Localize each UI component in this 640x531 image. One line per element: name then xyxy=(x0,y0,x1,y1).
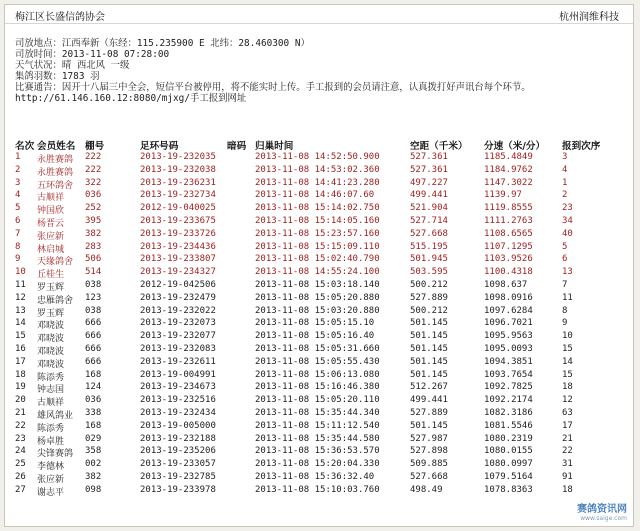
cell-report-order: 18 xyxy=(562,382,573,393)
cell-loft-no: 124 xyxy=(85,382,102,393)
cell-distance: 501.145 xyxy=(410,369,448,380)
cell-member-name: 雄风鸽业 xyxy=(37,410,74,421)
cell-rank: 4 xyxy=(15,190,21,201)
cell-ring-no: 2013-19-004991 xyxy=(140,369,216,380)
race-notice: 比赛通告：因开十八届三中全会，短信平台被停用，将不能实时上传。手工报到的会员请注意，认真拨打好声讯台每个环节。http://61.146.160.12:8080/mjxg/手工报到网址 xyxy=(15,82,531,104)
cell-speed: 1080.2319 xyxy=(484,433,533,444)
cell-speed: 1098.0916 xyxy=(484,292,533,303)
cell-loft-no: 382 xyxy=(85,228,102,239)
cell-loft-no: 029 xyxy=(85,433,102,444)
cell-distance: 501.145 xyxy=(410,420,448,431)
cell-report-order: 34 xyxy=(562,215,573,226)
cell-speed: 1080.0997 xyxy=(484,459,533,470)
cell-arrival-time: 2013-11-08 14:41:23.280 xyxy=(255,177,380,188)
cell-ring-no: 2013-19-232073 xyxy=(140,318,216,329)
cell-distance: 527.361 xyxy=(410,164,448,175)
table-row xyxy=(15,357,627,370)
cell-loft-no: 322 xyxy=(85,177,102,188)
cell-arrival-time: 2013-11-08 15:35:44.580 xyxy=(255,433,380,444)
cell-distance: 527.898 xyxy=(410,446,448,457)
cell-ring-no: 2013-19-232785 xyxy=(140,471,216,482)
cell-rank: 6 xyxy=(15,215,21,226)
cell-distance: 512.267 xyxy=(410,382,448,393)
cell-ring-no: 2013-19-236231 xyxy=(140,177,216,188)
cell-rank: 26 xyxy=(15,471,26,482)
cell-loft-no: 666 xyxy=(85,343,102,354)
cell-member-name: 古顺祥 xyxy=(37,193,65,204)
cell-ring-no: 2013-19-232434 xyxy=(140,407,216,418)
release-location: 司放地点：江西奉新（东经：115.235900 E 北纬：28.460300 N） xyxy=(15,38,310,49)
header-distance: 空距（千米） xyxy=(410,141,468,152)
cell-ring-no: 2013-19-234436 xyxy=(140,241,216,252)
cell-loft-no: 098 xyxy=(85,484,102,495)
race-info xyxy=(15,38,615,104)
cell-distance: 527.361 xyxy=(410,152,448,162)
cell-distance: 527.889 xyxy=(410,407,448,418)
cell-report-order: 8 xyxy=(562,305,568,316)
document-frame xyxy=(4,4,634,527)
cell-loft-no: 338 xyxy=(85,407,102,418)
cell-speed: 1093.7654 xyxy=(484,369,533,380)
cell-distance: 509.885 xyxy=(410,459,448,470)
cell-arrival-time: 2013-11-08 15:36:32.40 xyxy=(255,471,375,482)
cell-report-order: 2 xyxy=(562,190,568,201)
cell-report-order: 21 xyxy=(562,433,573,444)
cell-member-name: 五环鸽舍 xyxy=(37,180,74,191)
cell-ring-no: 2013-19-232611 xyxy=(140,356,216,367)
cell-loft-no: 222 xyxy=(85,164,102,175)
cell-rank: 23 xyxy=(15,433,26,444)
cell-member-name: 邓晓波 xyxy=(37,321,65,332)
cell-report-order: 91 xyxy=(562,471,573,482)
cell-distance: 501.145 xyxy=(410,331,448,342)
cell-report-order: 11 xyxy=(562,292,573,303)
cell-ring-no: 2013-19-232035 xyxy=(140,152,216,162)
cell-report-order: 12 xyxy=(562,395,573,406)
table-row xyxy=(15,485,627,498)
cell-speed: 1119.8555 xyxy=(484,203,533,214)
header-arrival-time: 归巢时间 xyxy=(255,141,294,152)
table-row xyxy=(15,203,627,216)
cell-distance: 527.668 xyxy=(410,471,448,482)
weather: 天气状况：晴 西北风 一级 xyxy=(15,60,130,71)
cell-distance: 515.195 xyxy=(410,241,448,252)
cell-member-name: 邓晓波 xyxy=(37,346,65,357)
cell-arrival-time: 2013-11-08 15:15:09.110 xyxy=(255,241,380,252)
cell-report-order: 3 xyxy=(562,152,568,162)
table-row xyxy=(15,318,627,331)
cell-distance: 501.945 xyxy=(410,254,448,265)
cell-ring-no: 2013-19-235206 xyxy=(140,446,216,457)
cell-member-name: 张应新 xyxy=(37,474,65,485)
cell-distance: 499.441 xyxy=(410,190,448,201)
cell-ring-no: 2013-19-234327 xyxy=(140,267,216,278)
cell-distance: 521.904 xyxy=(410,203,448,214)
cell-member-name: 杨卓胜 xyxy=(37,436,65,447)
cell-loft-no: 123 xyxy=(85,292,102,303)
header-speed: 分速（米/分） xyxy=(484,141,546,152)
cell-speed: 1100.4318 xyxy=(484,267,533,278)
cell-loft-no: 222 xyxy=(85,152,102,162)
cell-member-name: 尖锋赛鸽 xyxy=(37,449,74,460)
cell-speed: 1082.3186 xyxy=(484,407,533,418)
cell-rank: 3 xyxy=(15,177,21,188)
table-row xyxy=(15,344,627,357)
cell-distance: 503.595 xyxy=(410,267,448,278)
cell-report-order: 9 xyxy=(562,318,568,329)
cell-member-name: 陈添秀 xyxy=(37,372,65,383)
cell-member-name: 张应新 xyxy=(37,231,65,242)
header-member-name: 会员姓名 xyxy=(37,141,76,152)
header-secret-code: 暗码 xyxy=(227,141,247,152)
cell-arrival-time: 2013-11-08 15:05:55.430 xyxy=(255,356,380,367)
cell-arrival-time: 2013-11-08 15:05:16.40 xyxy=(255,331,375,342)
cell-ring-no: 2013-19-233675 xyxy=(140,215,216,226)
cell-member-name: 罗玉辉 xyxy=(37,308,65,319)
cell-distance: 527.668 xyxy=(410,228,448,239)
cell-rank: 20 xyxy=(15,395,26,406)
cell-speed: 1080.0155 xyxy=(484,446,533,457)
table-row xyxy=(15,242,627,255)
bird-count: 集鸽羽数：1783 羽 xyxy=(15,71,100,82)
cell-loft-no: 168 xyxy=(85,420,102,431)
cell-arrival-time: 2013-11-08 15:03:20.880 xyxy=(255,305,380,316)
cell-loft-no: 382 xyxy=(85,471,102,482)
cell-arrival-time: 2013-11-08 15:14:02.750 xyxy=(255,203,380,214)
cell-loft-no: 002 xyxy=(85,459,102,470)
cell-speed: 1098.637 xyxy=(484,279,528,290)
cell-rank: 11 xyxy=(15,279,26,290)
cell-speed: 1185.4849 xyxy=(484,152,533,162)
cell-report-order: 18 xyxy=(562,484,573,495)
header-rank: 名次 xyxy=(15,141,35,152)
cell-speed: 1092.2174 xyxy=(484,395,533,406)
cell-member-name: 杨晋云 xyxy=(37,218,65,229)
cell-report-order: 13 xyxy=(562,267,573,278)
table-row xyxy=(15,254,627,267)
cell-member-name: 钟国欣 xyxy=(37,206,65,217)
cell-loft-no: 514 xyxy=(85,267,102,278)
cell-speed: 1096.7021 xyxy=(484,318,533,329)
table-row xyxy=(15,331,627,344)
cell-distance: 498.49 xyxy=(410,484,443,495)
cell-member-name: 李德林 xyxy=(37,462,65,473)
cell-rank: 9 xyxy=(15,254,21,265)
table-row xyxy=(15,395,627,408)
cell-arrival-time: 2013-11-08 15:16:46.380 xyxy=(255,382,380,393)
cell-member-name: 永胜赛鸽 xyxy=(37,155,74,165)
cell-ring-no: 2013-19-233057 xyxy=(140,459,216,470)
cell-speed: 1147.3022 xyxy=(484,177,533,188)
cell-report-order: 31 xyxy=(562,459,573,470)
cell-speed: 1095.9563 xyxy=(484,331,533,342)
cell-distance: 501.145 xyxy=(410,343,448,354)
cell-ring-no: 2013-19-233978 xyxy=(140,484,216,495)
table-row xyxy=(15,293,627,306)
cell-member-name: 忠雁鸽舍 xyxy=(37,295,74,306)
cell-speed: 1092.7825 xyxy=(484,382,533,393)
cell-rank: 16 xyxy=(15,343,26,354)
cell-ring-no: 2013-19-232083 xyxy=(140,343,216,354)
cell-rank: 24 xyxy=(15,446,26,457)
table-row xyxy=(15,421,627,434)
cell-rank: 5 xyxy=(15,203,21,214)
cell-member-name: 古顺祥 xyxy=(37,398,65,409)
cell-loft-no: 358 xyxy=(85,446,102,457)
cell-report-order: 22 xyxy=(562,446,573,457)
table-row xyxy=(15,280,627,293)
cell-ring-no: 2013-19-232038 xyxy=(140,164,216,175)
cell-loft-no: 038 xyxy=(85,279,102,290)
cell-report-order: 40 xyxy=(562,228,573,239)
cell-speed: 1078.8363 xyxy=(484,484,533,495)
cell-distance: 501.145 xyxy=(410,356,448,367)
cell-ring-no: 2013-19-233726 xyxy=(140,228,216,239)
cell-rank: 25 xyxy=(15,459,26,470)
cell-member-name: 陈添秀 xyxy=(37,423,65,434)
cell-loft-no: 283 xyxy=(85,241,102,252)
cell-speed: 1139.97 xyxy=(484,190,522,201)
cell-speed: 1079.5164 xyxy=(484,471,533,482)
cell-distance: 527.714 xyxy=(410,215,448,226)
table-row xyxy=(15,190,627,203)
cell-rank: 14 xyxy=(15,318,26,329)
cell-member-name: 林启城 xyxy=(37,244,65,255)
cell-arrival-time: 2013-11-08 15:05:31.660 xyxy=(255,343,380,354)
cell-distance: 501.145 xyxy=(410,318,448,329)
cell-speed: 1103.9526 xyxy=(484,254,533,265)
table-row xyxy=(15,382,627,395)
cell-arrival-time: 2013-11-08 15:23:57.160 xyxy=(255,228,380,239)
cell-speed: 1097.6284 xyxy=(484,305,533,316)
cell-rank: 15 xyxy=(15,331,26,342)
table-row xyxy=(15,472,627,485)
release-time: 司放时间：2013-11-08 07:28:00 xyxy=(15,49,170,60)
cell-speed: 1111.2763 xyxy=(484,215,533,226)
cell-ring-no: 2013-19-232734 xyxy=(140,190,216,201)
cell-arrival-time: 2013-11-08 15:05:20.110 xyxy=(255,395,380,406)
cell-rank: 21 xyxy=(15,407,26,418)
cell-speed: 1081.5546 xyxy=(484,420,533,431)
cell-report-order: 15 xyxy=(562,369,573,380)
cell-rank: 19 xyxy=(15,382,26,393)
company-name: 杭州润维科技 xyxy=(559,12,619,23)
cell-rank: 2 xyxy=(15,164,21,175)
cell-report-order: 23 xyxy=(562,203,573,214)
cell-arrival-time: 2013-11-08 15:05:15.10 xyxy=(255,318,375,329)
cell-ring-no: 2013-19-234673 xyxy=(140,382,216,393)
cell-arrival-time: 2013-11-08 15:03:18.140 xyxy=(255,279,380,290)
cell-report-order: 14 xyxy=(562,356,573,367)
cell-rank: 7 xyxy=(15,228,21,239)
header-loft-no: 棚号 xyxy=(85,141,105,152)
cell-arrival-time: 2013-11-08 14:46:07.60 xyxy=(255,190,375,201)
cell-loft-no: 168 xyxy=(85,369,102,380)
cell-loft-no: 666 xyxy=(85,356,102,367)
title-bar xyxy=(5,5,633,24)
cell-arrival-time: 2013-11-08 15:10:03.760 xyxy=(255,484,380,495)
table-row xyxy=(15,165,627,178)
watermark-logo: 赛鸽资讯网 www.saige.com xyxy=(577,504,627,522)
cell-arrival-time: 2013-11-08 15:35:44.340 xyxy=(255,407,380,418)
table-row xyxy=(15,178,627,191)
cell-rank: 17 xyxy=(15,356,26,367)
cell-rank: 12 xyxy=(15,292,26,303)
cell-member-name: 谢志平 xyxy=(37,487,65,498)
cell-arrival-time: 2013-11-08 15:36:53.570 xyxy=(255,446,380,457)
cell-ring-no: 2013-19-005000 xyxy=(140,420,216,431)
cell-ring-no: 2013-19-232077 xyxy=(140,331,216,342)
cell-distance: 499.441 xyxy=(410,395,448,406)
table-row xyxy=(15,446,627,459)
cell-member-name: 罗玉辉 xyxy=(37,282,65,293)
cell-distance: 500.212 xyxy=(410,279,448,290)
cell-arrival-time: 2013-11-08 15:11:12.540 xyxy=(255,420,380,431)
results-table xyxy=(15,138,627,498)
cell-loft-no: 036 xyxy=(85,190,102,201)
cell-rank: 27 xyxy=(15,484,26,495)
cell-ring-no: 2013-19-232479 xyxy=(140,292,216,303)
association-name: 梅江区长盛信鸽协会 xyxy=(15,12,105,23)
cell-member-name: 永胜赛鸽 xyxy=(37,167,74,178)
header-ring-no: 足环号码 xyxy=(140,141,179,152)
cell-loft-no: 506 xyxy=(85,254,102,265)
cell-rank: 18 xyxy=(15,369,26,380)
cell-arrival-time: 2013-11-08 15:02:40.790 xyxy=(255,254,380,265)
cell-rank: 8 xyxy=(15,241,21,252)
cell-arrival-time: 2013-11-08 15:06:13.080 xyxy=(255,369,380,380)
cell-arrival-time: 2013-11-08 15:05:20.880 xyxy=(255,292,380,303)
cell-ring-no: 2013-19-233807 xyxy=(140,254,216,265)
cell-loft-no: 252 xyxy=(85,203,102,214)
cell-report-order: 63 xyxy=(562,407,573,418)
table-row xyxy=(15,267,627,280)
cell-distance: 497.227 xyxy=(410,177,448,188)
table-row xyxy=(15,152,627,165)
cell-ring-no: 2013-19-232022 xyxy=(140,305,216,316)
table-body xyxy=(15,152,627,498)
cell-member-name: 邓晓波 xyxy=(37,359,65,370)
cell-speed: 1107.1295 xyxy=(484,241,533,252)
cell-member-name: 钟志国 xyxy=(37,385,65,396)
cell-loft-no: 395 xyxy=(85,215,102,226)
cell-loft-no: 036 xyxy=(85,395,102,406)
cell-loft-no: 038 xyxy=(85,305,102,316)
cell-member-name: 天缘鸽舍 xyxy=(37,257,74,268)
cell-arrival-time: 2013-11-08 15:20:04.330 xyxy=(255,459,380,470)
cell-ring-no: 2012-19-042506 xyxy=(140,279,216,290)
cell-report-order: 6 xyxy=(562,254,568,265)
table-header xyxy=(15,138,627,152)
cell-rank: 1 xyxy=(15,152,21,162)
cell-rank: 10 xyxy=(15,267,26,278)
cell-report-order: 17 xyxy=(562,420,573,431)
cell-loft-no: 666 xyxy=(85,318,102,329)
table-row xyxy=(15,459,627,472)
cell-distance: 500.212 xyxy=(410,305,448,316)
cell-rank: 13 xyxy=(15,305,26,316)
cell-arrival-time: 2013-11-08 14:53:02.360 xyxy=(255,164,380,175)
cell-loft-no: 666 xyxy=(85,331,102,342)
table-row xyxy=(15,434,627,447)
cell-ring-no: 2013-19-232188 xyxy=(140,433,216,444)
cell-report-order: 7 xyxy=(562,279,568,290)
cell-ring-no: 2012-19-040025 xyxy=(140,203,216,214)
cell-member-name: 丘桂生 xyxy=(37,270,65,281)
cell-speed: 1184.9762 xyxy=(484,164,533,175)
table-row xyxy=(15,306,627,319)
cell-speed: 1094.3851 xyxy=(484,356,533,367)
cell-distance: 527.889 xyxy=(410,292,448,303)
cell-report-order: 15 xyxy=(562,343,573,354)
cell-member-name: 邓晓波 xyxy=(37,334,65,345)
table-row xyxy=(15,216,627,229)
cell-rank: 22 xyxy=(15,420,26,431)
cell-report-order: 1 xyxy=(562,177,568,188)
cell-speed: 1095.0093 xyxy=(484,343,533,354)
cell-arrival-time: 2013-11-08 14:52:50.900 xyxy=(255,152,380,162)
header-report-order: 报到次序 xyxy=(562,141,601,152)
cell-speed: 1108.6565 xyxy=(484,228,533,239)
cell-ring-no: 2013-19-232516 xyxy=(140,395,216,406)
cell-report-order: 4 xyxy=(562,164,568,175)
table-row xyxy=(15,229,627,242)
table-row xyxy=(15,370,627,383)
cell-arrival-time: 2013-11-08 14:55:24.100 xyxy=(255,267,380,278)
cell-arrival-time: 2013-11-08 15:14:05.160 xyxy=(255,215,380,226)
cell-report-order: 5 xyxy=(562,241,568,252)
table-row xyxy=(15,408,627,421)
cell-report-order: 10 xyxy=(562,331,573,342)
cell-distance: 527.987 xyxy=(410,433,448,444)
